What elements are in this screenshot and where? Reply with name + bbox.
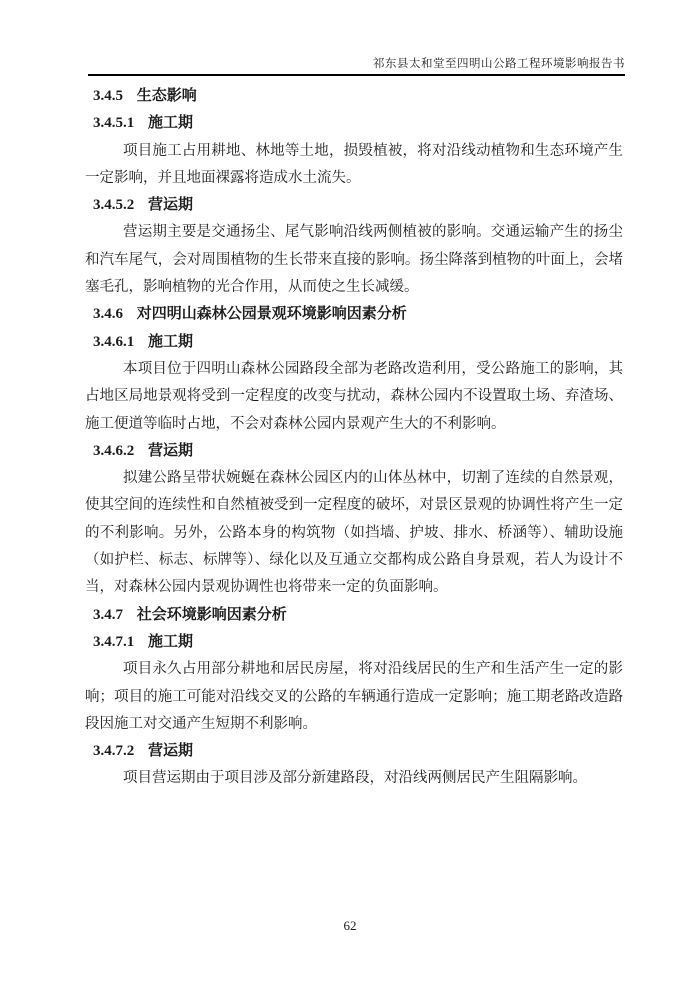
subheading-3-4-6-1 — [85, 329, 623, 356]
heading-title: 对四明山森林公园景观环境影响因素分析 — [136, 306, 407, 323]
heading-3-4-7 — [85, 602, 623, 629]
subheading-3-4-5-1 — [85, 110, 623, 137]
paragraph-operation-social: 项目营运期由于项目涉及部分新建路段，对沿线两侧居民产生阻隔影响。 — [123, 770, 587, 787]
paragraph-construction-landscape: 本项目位于四明山森林公园路段全部为老路改造利用，受公路施工的影响，其占地区局地景观将受到一定程度的改变与扰动，森林公园内不设置取土场、弃渣场、施工便道等临时占地，不会对森林公园内景观产生大的不利影响。 — [85, 360, 623, 432]
paragraph-construction-social: 项目永久占用部分耕地和居民房屋，将对沿线居民的生产和生活产生一定的影响；项目的施工可能对沿线交叉的公路的车辆通行造成一定影响；施工期老路改造路段因施工对交通产生短期不利影响。 — [85, 661, 623, 732]
subheading-title: 营运期 — [148, 442, 194, 459]
subheading-number: 3.4.6.2 — [93, 442, 135, 459]
heading-3-4-5 — [85, 83, 623, 110]
heading-number: 3.4.7 — [93, 606, 123, 623]
subheading-title: 营运期 — [148, 743, 194, 760]
heading-number: 3.4.5 — [93, 88, 123, 104]
subheading-number: 3.4.5.2 — [93, 197, 135, 214]
page-footer — [0, 916, 700, 936]
subheading-number: 3.4.5.1 — [93, 115, 135, 132]
subheading-number: 3.4.7.2 — [93, 743, 135, 760]
subheading-number: 3.4.6.1 — [93, 333, 135, 350]
subheading-3-4-7-1 — [85, 629, 623, 656]
heading-3-4-6 — [85, 301, 623, 328]
running-header-title: 祁东县太和堂至四明山公路工程环境影响报告书 — [373, 58, 625, 70]
paragraph-operation-landscape: 拟建公路呈带状婉蜒在森林公园区内的山体丛林中，切割了连续的自然景观，使其空间的连续性和自然植被受到一定程度的破坏，对景区景观的协调性将产生一定的不利影响。另外，公路本身的构筑物（如挡墙、护坡、排水、桥涵等）、辅助设施（如护栏、标志、标牌等）、绿化以及互通立交都构成公路自身景观，若人为设计不当，对森林公园内景观协调性也将带来一定的负面影响。 — [85, 470, 623, 596]
subheading-3-4-6-2 — [85, 438, 623, 465]
page-header — [88, 0, 625, 76]
subheading-3-4-7-2 — [85, 738, 623, 765]
subheading-title: 营运期 — [148, 197, 194, 214]
subheading-title: 施工期 — [148, 633, 194, 650]
subheading-3-4-5-2 — [85, 192, 623, 219]
subheading-title: 施工期 — [148, 333, 194, 350]
document-body — [85, 83, 623, 793]
heading-title: 社会环境影响因素分析 — [136, 606, 287, 623]
subheading-number: 3.4.7.1 — [93, 633, 135, 650]
paragraph-operation-ecology: 营运期主要是交通扬尘、尾气影响沿线两侧植被的影响。交通运输产生的扬尘和汽车尾气，会对周围植物的生长带来直接的影响。扬尘降落到植物的叶面上，会堵塞毛孔，影响植物的光合作用，从而使之生长减缓。 — [85, 224, 623, 296]
page-number: 62 — [343, 918, 357, 933]
subheading-title: 施工期 — [148, 115, 194, 132]
heading-number: 3.4.6 — [93, 306, 123, 323]
paragraph-construction-ecology: 项目施工占用耕地、林地等土地，损毁植被，将对沿线动植物和生态环境产生一定影响，并且地面裸露将造成水土流失。 — [85, 142, 623, 186]
heading-title: 生态影响 — [136, 88, 197, 104]
